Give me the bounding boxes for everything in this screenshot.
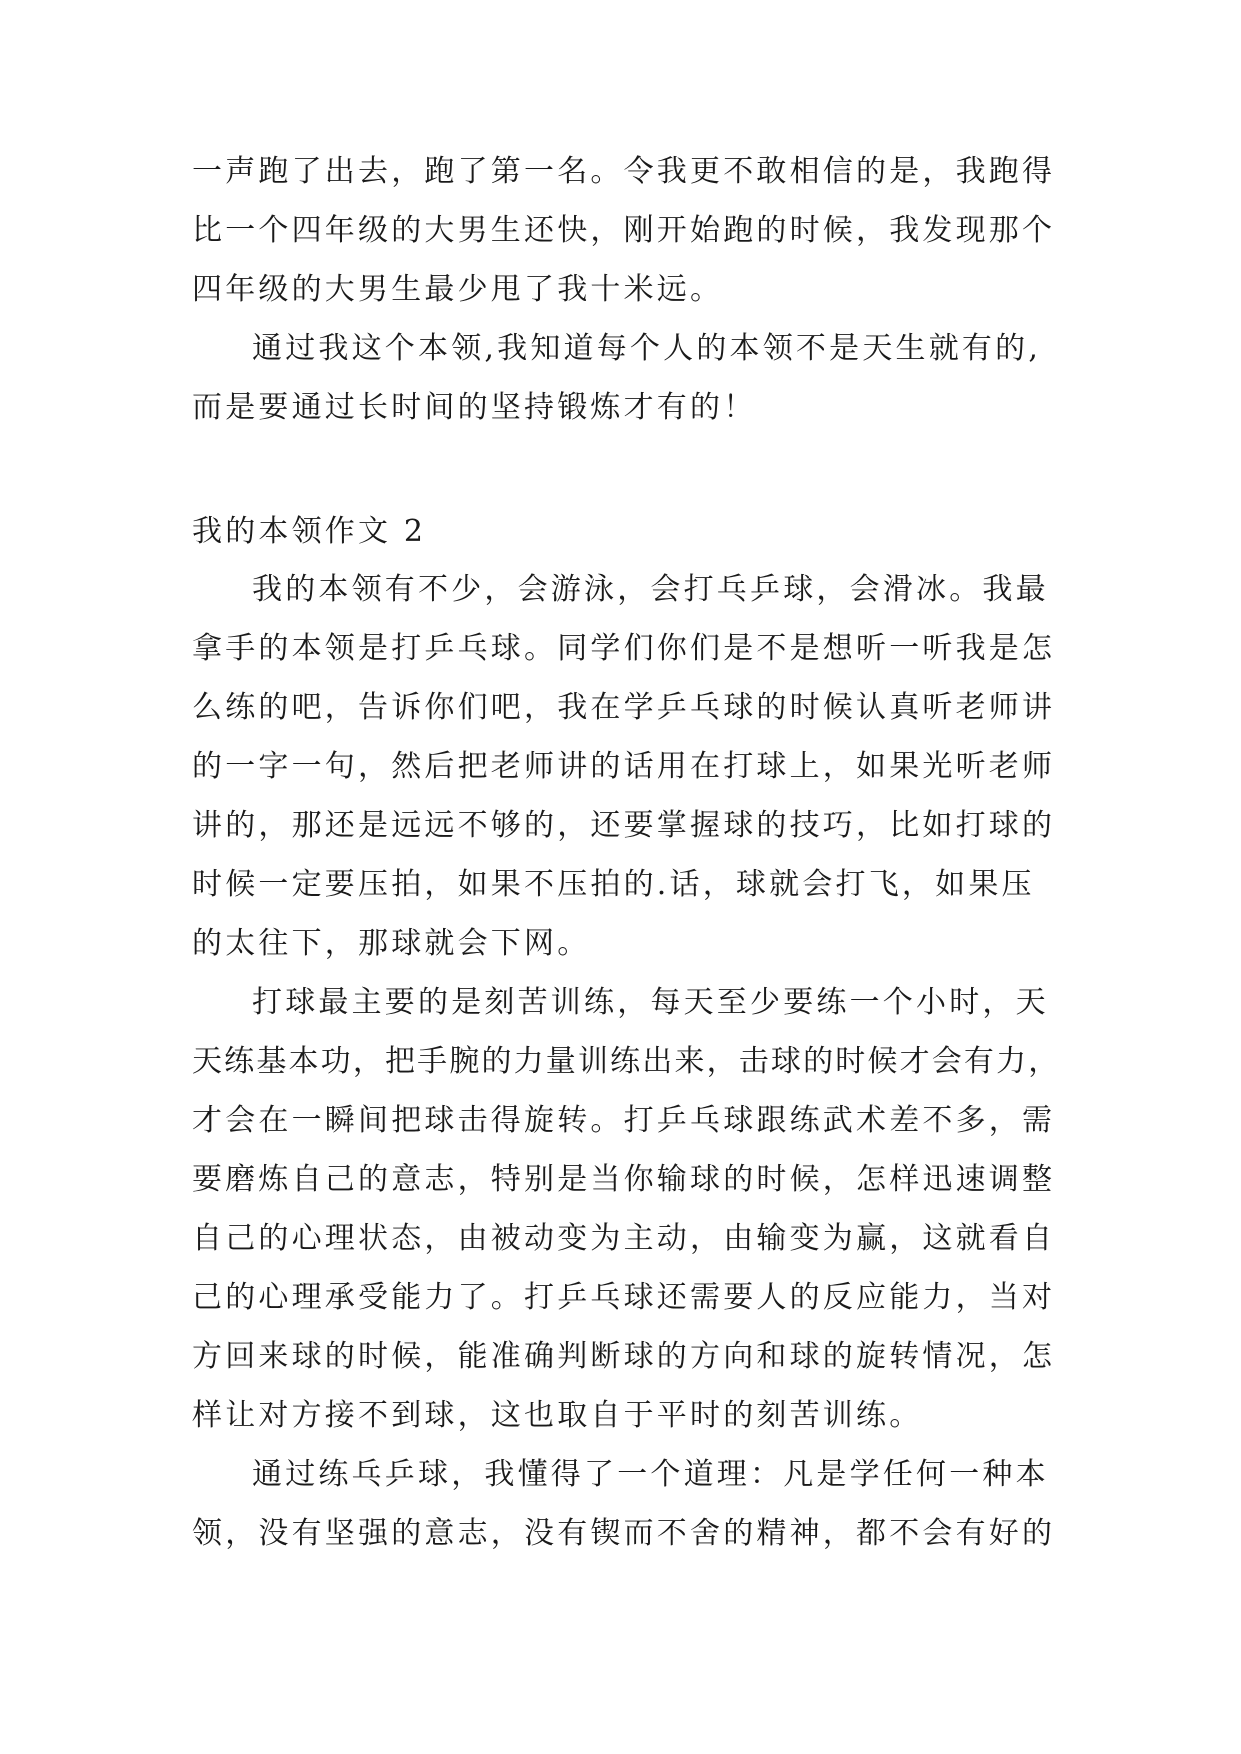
text-line: 通过我这个本领,我知道每个人的本领不是天生就有的,	[252, 331, 1042, 366]
text-line: 的一字一句，然后把老师讲的话用在打球上，如果光听老师	[192, 749, 1056, 784]
text-line: 打球最主要的是刻苦训练，每天至少要练一个小时，天	[252, 985, 1049, 1020]
text-line: 么练的吧，告诉你们吧，我在学乒乓球的时候认真听老师讲	[192, 690, 1056, 725]
text-line: 领，没有坚强的意志，没有锲而不舍的精神，都不会有好的	[192, 1516, 1056, 1551]
text-line: 四年级的大男生最少甩了我十米远。	[192, 272, 724, 307]
text-line: 的太往下，那球就会下网。	[192, 926, 591, 961]
text-line: 通过练乓乒球，我懂得了一个道理：凡是学任何一种本	[252, 1457, 1049, 1492]
text-line: 拿手的本领是打乒乓球。同学们你们是不是想听一听我是怎	[192, 631, 1056, 666]
text-line: 而是要通过长时间的坚持锻炼才有的！	[192, 390, 757, 425]
text-line: 方回来球的时候，能准确判断球的方向和球的旋转情况，怎	[192, 1339, 1056, 1374]
text-line: 样让对方接不到球，这也取自于平时的刻苦训练。	[192, 1398, 923, 1433]
text-line: 比一个四年级的大男生还快，刚开始跑的时候，我发现那个	[192, 213, 1056, 248]
text-line: 我的本领有不少，会游泳，会打乓乒球，会滑冰。我最	[252, 572, 1049, 607]
text-line: 讲的，那还是远远不够的，还要掌握球的技巧，比如打球的	[192, 808, 1056, 843]
text-line: 自己的心理状态，由被动变为主动，由输变为赢，这就看自	[192, 1221, 1056, 1256]
text-line: 天练基本功，把手腕的力量训练出来，击球的时候才会有力，	[192, 1044, 1061, 1079]
text-line: 要磨炼自己的意志，特别是当你输球的时候，怎样迅速调整	[192, 1162, 1056, 1197]
section-heading: 我的本领作文 2	[192, 514, 427, 549]
text-line: 时候一定要压拍，如果不压拍的.话，球就会打飞，如果压	[192, 867, 1035, 902]
text-line: 一声跑了出去，跑了第一名。令我更不敢相信的是，我跑得	[192, 154, 1056, 189]
text-line: 才会在一瞬间把球击得旋转。打乒乓球跟练武术差不多，需	[192, 1103, 1056, 1138]
text-line: 己的心理承受能力了。打乒乓球还需要人的反应能力，当对	[192, 1280, 1056, 1315]
